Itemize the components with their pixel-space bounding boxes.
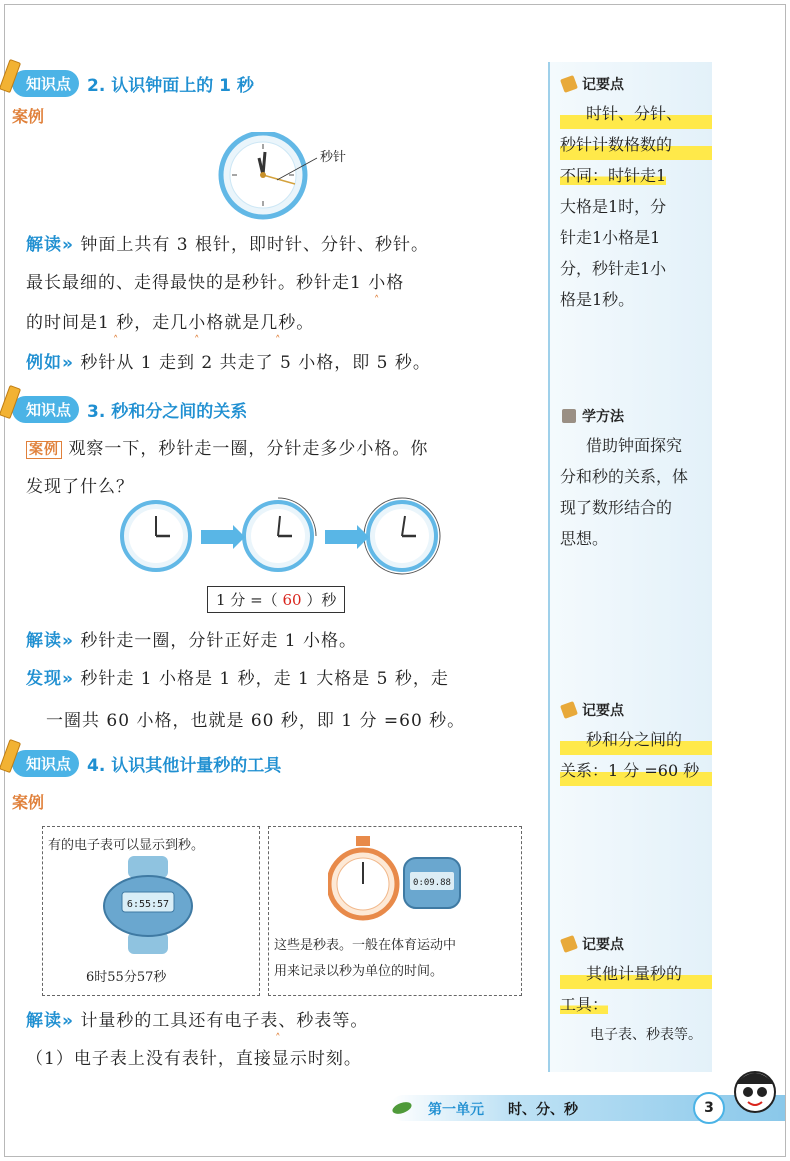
- pen-icon: [560, 935, 578, 953]
- note2-header: 记要点: [562, 700, 624, 720]
- clock-illustration: [215, 132, 375, 222]
- watch-display: 6:55:57: [126, 899, 170, 910]
- case-label: 案例: [26, 441, 62, 459]
- knowledge-badge: 知识点: [12, 750, 79, 777]
- method-header: 学方法: [562, 406, 624, 426]
- note1-text: 时针、分针、 秒针计数格数的 不同：时针走1 大格是1时，分 针走1小格是1 分，秒针走1小 格是1秒。: [560, 98, 712, 315]
- s4-line2: （1）电子表上没有表针，直接显示时刻。: [26, 1049, 362, 1069]
- equation-box: 1 分 =（ 60 ）秒: [207, 586, 345, 613]
- leaf-icon: [390, 1098, 414, 1118]
- footer-topic: 时、分、秒: [508, 1102, 578, 1118]
- s2-line2: 最长最细的、走得最快的是秒针。秒针走1 小格 ˄: [26, 268, 404, 293]
- example-label: 例如: [26, 353, 62, 373]
- section-2-header: [12, 66, 254, 100]
- jiedu-label: 解读: [26, 235, 62, 255]
- s3-line3: 一圈共 60 小格，也就是 60 秒，即 1 分 =60 秒。: [46, 711, 466, 731]
- teacher-icon: [562, 409, 576, 423]
- s2-line4: 例如» 秒针从 1 走到 2 共走了 5 小格，即 5 秒。: [26, 353, 431, 373]
- s4-line1: 解读» 计量秒的工具还有电子表、秒表 ˄等。: [26, 1006, 368, 1031]
- s3-line1: 解读» 秒针走一圈，分针正好走 1 小格。: [26, 631, 358, 651]
- section-3-title: 3. 秒和分之间的关系: [87, 401, 248, 422]
- pen-icon: [560, 701, 578, 719]
- digital-watch-icon: [100, 856, 200, 956]
- watch-caption-top: 有的电子表可以显示到秒。: [48, 838, 205, 853]
- stopwatch-icon: [328, 836, 468, 926]
- section-2-title: 2. 认识钟面上的 1 秒: [87, 75, 254, 96]
- section-4-title: 4. 认识其他计量秒的工具: [87, 755, 282, 776]
- stopwatch-caption-1: 这些是秒表。一般在体育运动中: [274, 938, 457, 953]
- case-label: 案例: [12, 107, 45, 126]
- arrow-icon: [325, 530, 359, 544]
- section-4-header: [12, 746, 281, 780]
- clock-3: [364, 498, 440, 574]
- note2-text: 秒和分之间的 关系：1 分 =60 秒: [560, 724, 712, 786]
- knowledge-badge: 知识点: [12, 396, 79, 423]
- sidebar: [548, 62, 712, 1072]
- pen-icon: [560, 75, 578, 93]
- s3-line2: 发现» 秒针走 1 小格是 1 秒，走 1 大格是 5 秒，走: [26, 669, 449, 689]
- note1-header: 记要点: [562, 74, 624, 94]
- note3-header: 记要点: [562, 934, 624, 954]
- note3-text: 其他计量秒的 工具： 电子表、秒表等。: [560, 958, 712, 1051]
- stopwatch-display: 0:09.88: [413, 878, 451, 888]
- section-3-header: [12, 392, 247, 426]
- three-clocks: [120, 496, 450, 578]
- footer-bar: [390, 1095, 785, 1121]
- second-hand-label: 秒针: [320, 150, 347, 165]
- knowledge-badge: 知识点: [12, 70, 79, 97]
- method-text: 借助钟面探究 分和秒的关系，体 现了数形结合的 思想。: [560, 436, 689, 548]
- faxian-label: 发现: [26, 669, 62, 689]
- clock-1: [122, 502, 190, 570]
- s3-question2: 发现了什么？: [26, 477, 134, 497]
- watch-caption-bottom: 6时55分57秒: [86, 970, 167, 985]
- footer-unit: 第一单元: [428, 1102, 484, 1118]
- page-number: 3: [693, 1092, 725, 1124]
- s2-line3: 的时间是1 秒 ˄，走几小格 ˄就是几秒 ˄。: [26, 308, 314, 333]
- case-label: 案例: [12, 793, 45, 812]
- mascot-icon: [728, 1062, 782, 1120]
- s2-line1: 解读» 钟面上共有 3 根针，即时针、分针、秒针。: [26, 235, 430, 255]
- stopwatch-caption-2: 用来记录以秒为单位的时间。: [274, 964, 444, 979]
- clock-2: [244, 498, 316, 570]
- arrow-icon: [201, 530, 235, 544]
- s3-question1: 案例 观察一下，秒针走一圈，分针走多少小格。你: [26, 434, 428, 459]
